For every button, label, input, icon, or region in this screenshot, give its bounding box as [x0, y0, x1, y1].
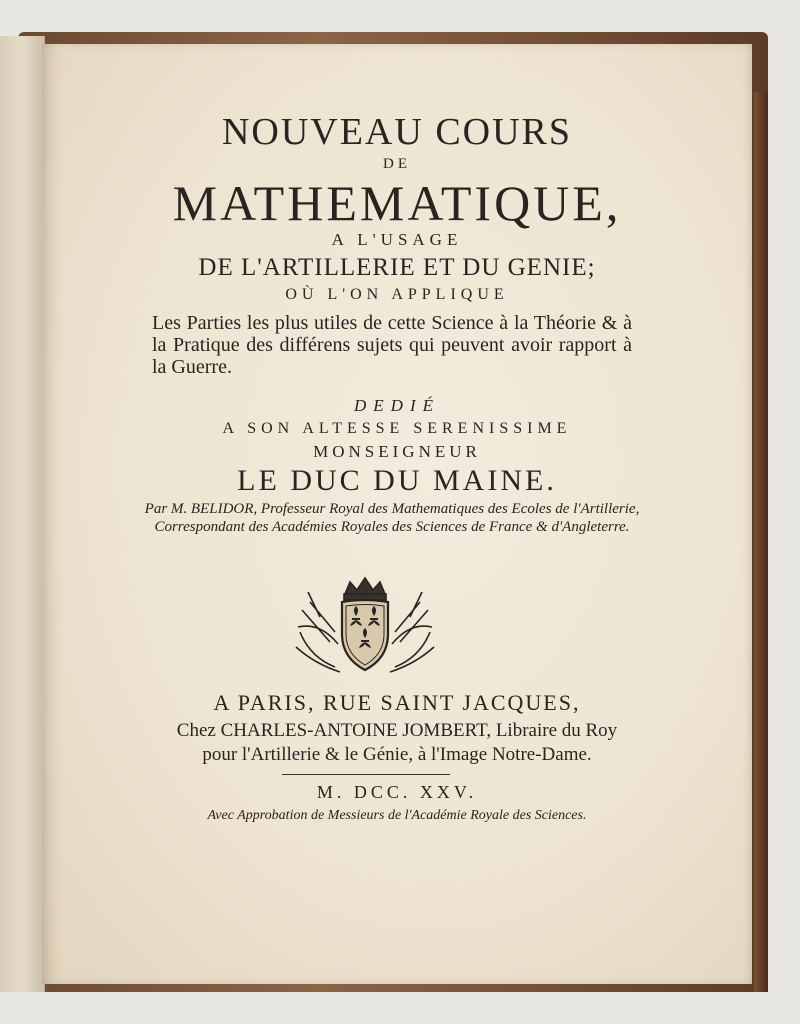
description-paragraph: Les Parties les plus utiles de cette Science à la Théorie & à la Pratique des différens sujets qui peuvent avoir rapport à la Guerre.	[152, 312, 632, 378]
subtitle-line-3: OÙ L'ON APPLIQUE	[285, 286, 509, 303]
royal-arms-emblem-icon	[290, 572, 440, 682]
left-page-edge	[0, 36, 45, 992]
title-line-2: DE	[383, 156, 411, 172]
subtitle-line-2: DE L'ARTILLERIE ET DU GENIE;	[198, 254, 596, 281]
dedication-line-1: DEDIÉ	[354, 396, 440, 415]
book-edge	[754, 92, 768, 992]
publication-date: M. DCC. XXV.	[316, 782, 478, 802]
approbation-line: Avec Approbation de Messieurs de l'Académie Royale des Sciences.	[207, 808, 587, 823]
imprint-line-1: A PARIS, RUE SAINT JACQUES,	[213, 690, 581, 715]
author-credit: Par M. BELIDOR, Professeur Royal des Mathematiques des Ecoles de l'Artillerie, Correspondant des Académies Royales des Sciences de France & d'Angleterre.	[144, 501, 640, 535]
title-page	[42, 44, 752, 984]
dedication-line-2: A SON ALTESSE SERENISSIME	[222, 420, 572, 437]
title-line-1: NOUVEAU COURS	[221, 111, 573, 153]
title-line-3: MATHEMATIQUE,	[172, 175, 622, 231]
subtitle-line-1: A L'USAGE	[331, 230, 463, 249]
imprint-line-3: pour l'Artillerie & le Génie, à l'Image Notre-Dame.	[202, 744, 592, 765]
imprint-line-2: Chez CHARLES-ANTOINE JOMBERT, Libraire du Roy	[176, 720, 618, 741]
divider-rule	[282, 774, 450, 775]
dedication-line-4: LE DUC DU MAINE.	[237, 464, 557, 497]
dedication-line-3: MONSEIGNEUR	[313, 442, 481, 461]
